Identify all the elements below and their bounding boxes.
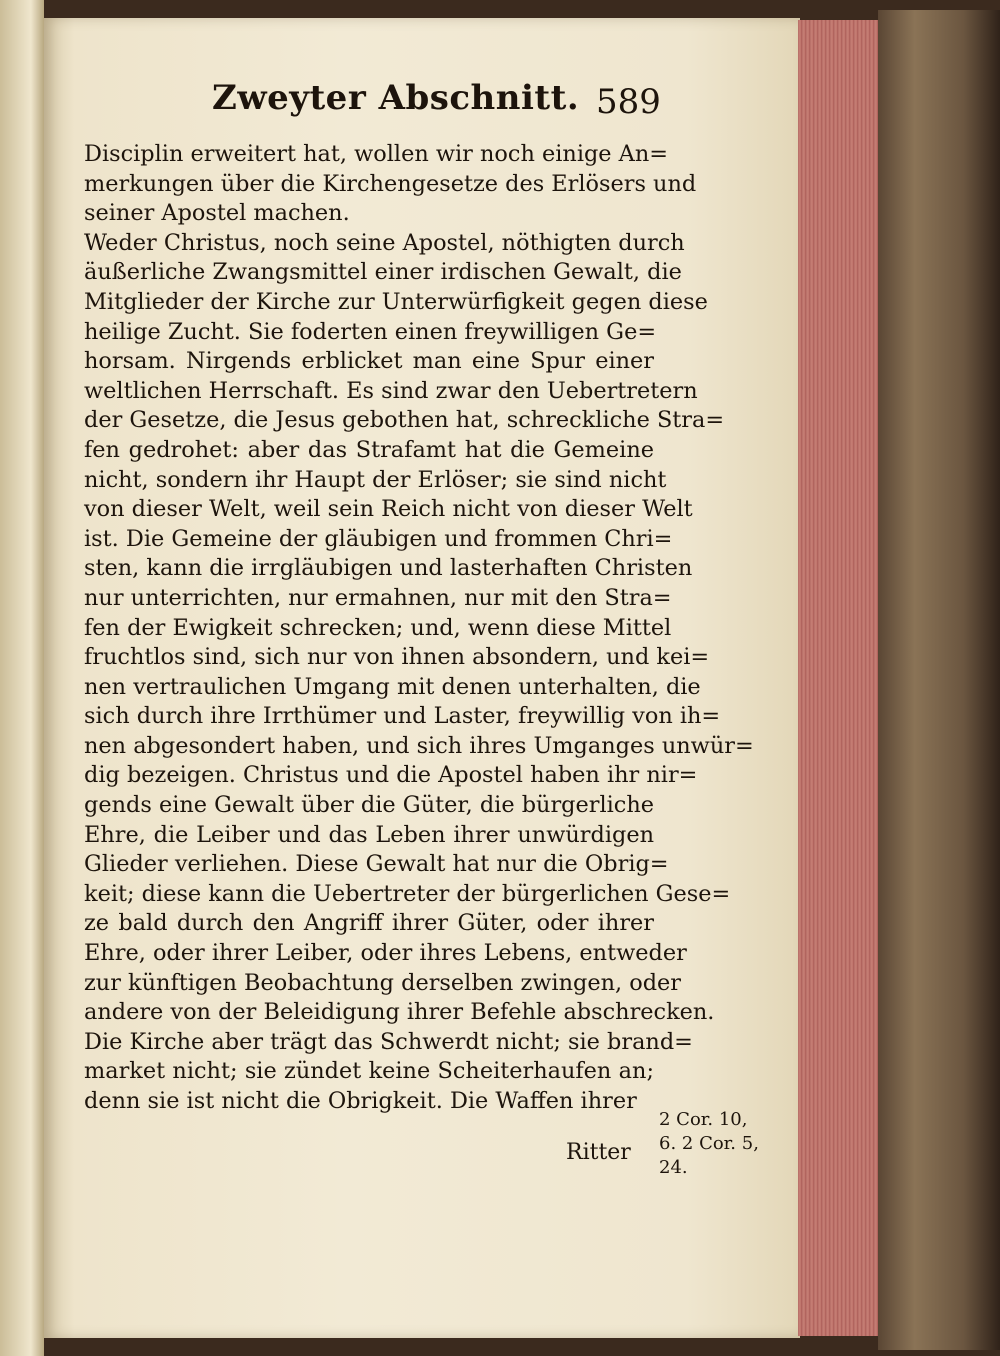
text-line: ze bald durch den Angriff ihrer Güter, oder ihrer (84, 910, 654, 937)
text-line: sten, kann die irrgläubigen und lasterhaften Christen (84, 555, 693, 582)
text-line: keit; diese kann die Uebertreter der bürgerlichen Gese= (84, 880, 731, 907)
text-line: nen vertraulichen Umgang mit denen unterhalten, die (84, 673, 701, 700)
text-line: dig bezeigen. Christus und die Apostel haben ihr nir= (84, 762, 698, 789)
text-line: von dieser Welt, weil sein Reich nicht von dieser Welt (84, 496, 693, 523)
text-line: der Gesetze, die Jesus gebothen hat, schreckliche Stra= (84, 407, 725, 434)
margin-note-line: 24. (659, 1157, 688, 1178)
text-line: äußerliche Zwangsmittel einer irdischen Gewalt, die (84, 259, 682, 286)
text-line: Mitglieder der Kirche zur Unterwürfigkeit gegen diese (84, 288, 708, 315)
page-header (44, 78, 800, 126)
text-line: merkungen über die Kirchengesetze des Erlösers und (84, 170, 697, 197)
text-line: nicht, sondern ihr Haupt der Erlöser; sie sind nicht (84, 466, 667, 493)
catchword: Ritter (566, 1140, 631, 1165)
text-line: sich durch ihre Irrthümer und Laster, freywillig von ih= (84, 703, 721, 730)
text-line: andere von der Beleidigung ihrer Befehle abschrecken. (84, 999, 715, 1026)
margin-note (659, 1108, 769, 1180)
text-line: Glieder verliehen. Diese Gewalt hat nur die Obrig= (84, 851, 669, 878)
text-line: fruchtlos sind, sich nur von ihnen absondern, und kei= (84, 644, 710, 671)
text-line: Weder Christus, noch seine Apostel, nöthigten durch (84, 229, 685, 256)
text-line: denn sie ist nicht die Obrigkeit. Die Waffen ihrer (84, 1088, 637, 1114)
text-line: fen gedrohet: aber das Strafamt hat die Gemeine (84, 436, 654, 463)
text-line: weltlichen Herrschaft. Es sind zwar den Uebertretern (84, 377, 698, 404)
text-line: ist. Die Gemeine der gläubigen und frommen Chri= (84, 525, 673, 552)
text-line: market nicht; sie zündet keine Scheiterhaufen an; (84, 1058, 654, 1085)
text-line: heilige Zucht. Sie foderten einen freywilligen Ge= (84, 318, 657, 345)
right-cover (878, 10, 1000, 1350)
text-line: Die Kirche aber trägt das Schwerdt nicht; sie brand= (84, 1028, 693, 1055)
text-line: Ehre, oder ihrer Leiber, oder ihres Lebens, entweder (84, 940, 687, 967)
text-line: seiner Apostel machen. (84, 200, 350, 227)
text-line: Ehre, die Leiber und das Leben ihrer unwürdigen (84, 821, 654, 848)
page-number: 589 (596, 82, 661, 122)
text-line: Disciplin erweitert hat, wollen wir noch einige An= (84, 141, 669, 167)
margin-note-line: 2 Cor. 10, (659, 1109, 748, 1130)
left-cover (0, 0, 44, 1356)
margin-note-line: 6. 2 Cor. 5, (659, 1133, 759, 1154)
text-line: horsam. Nirgends erblicket man eine Spur einer (84, 348, 654, 375)
text-line: nur unterrichten, nur ermahnen, nur mit den Stra= (84, 584, 672, 611)
text-line: fen der Ewigkeit schrecken; und, wenn diese Mittel (84, 614, 672, 641)
text-line: zur künftigen Beobachtung derselben zwingen, oder (84, 969, 681, 996)
text-line: gends eine Gewalt über die Güter, die bürgerliche (84, 792, 654, 819)
body-text (84, 140, 754, 1117)
running-head: Zweyter Abschnitt. (212, 78, 580, 118)
page-edge (798, 20, 882, 1336)
text-line: nen abgesondert haben, und sich ihres Umganges unwür= (84, 732, 754, 759)
